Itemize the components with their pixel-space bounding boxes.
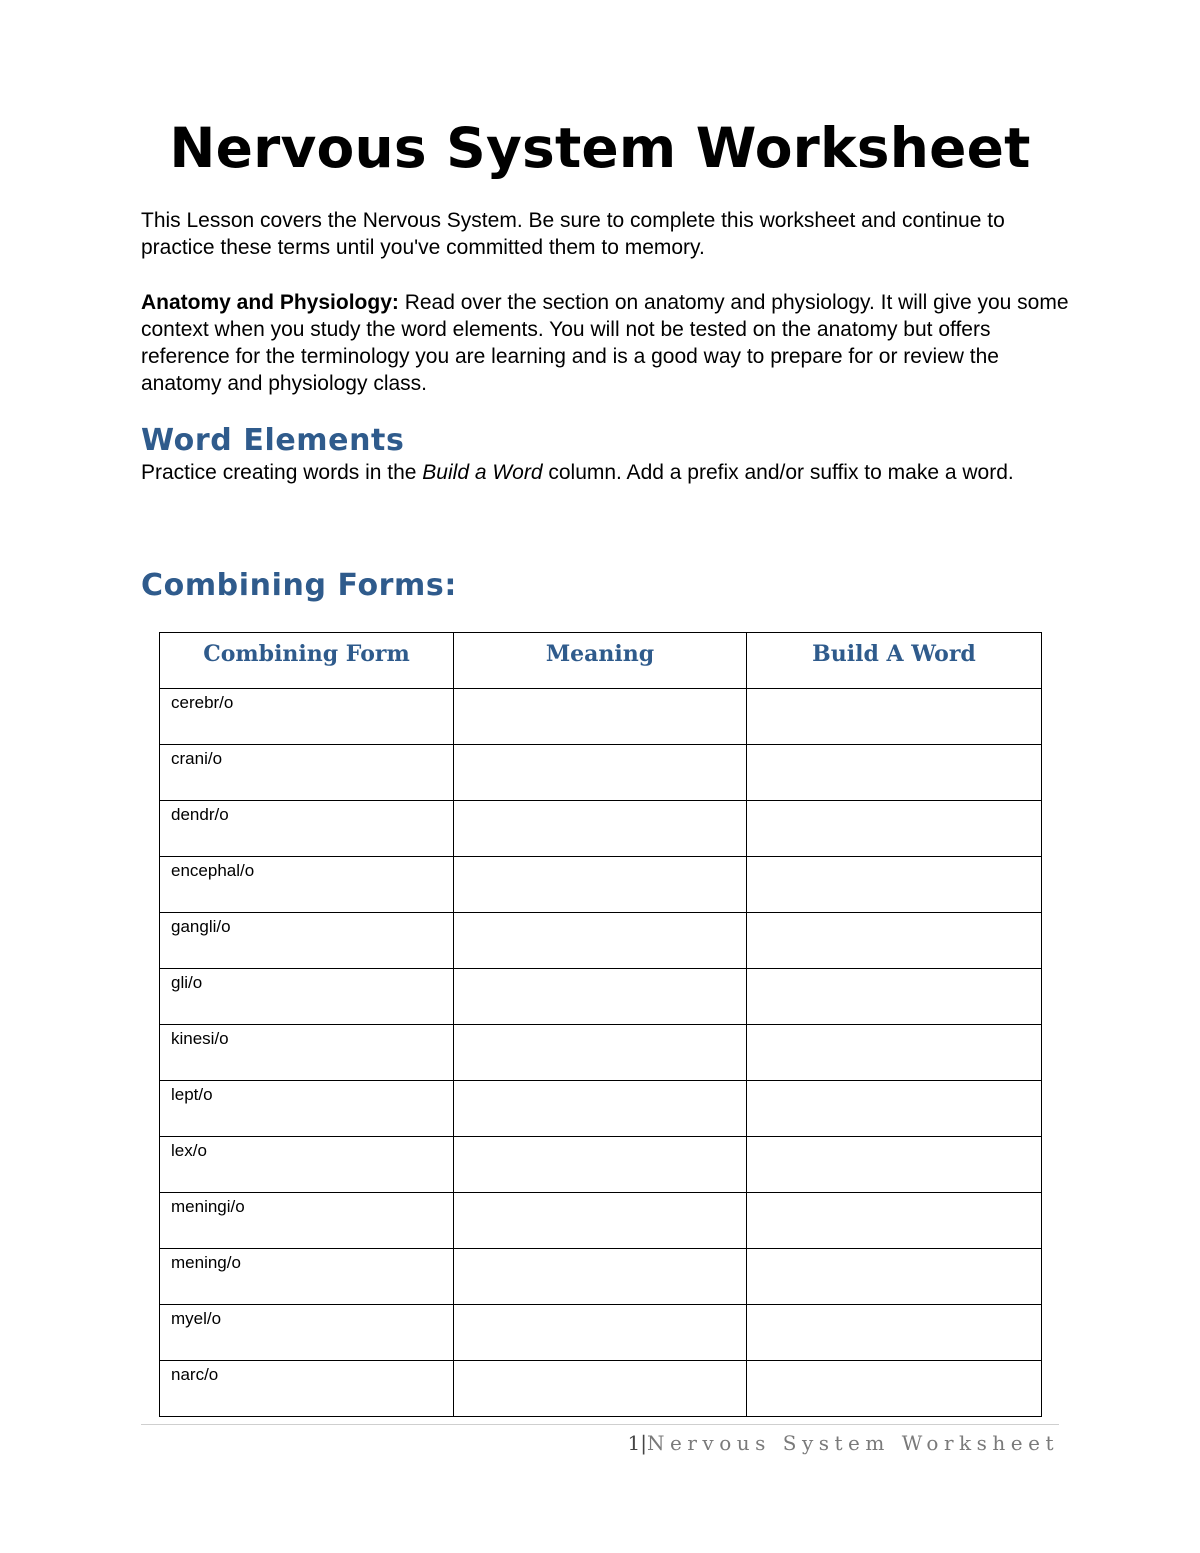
instructions-text-before: Practice creating words in the [141, 461, 423, 484]
combining-form-cell: meningi/o [160, 1193, 454, 1249]
build-a-word-cell[interactable] [747, 857, 1042, 913]
instructions-italic: Build a Word [422, 461, 543, 484]
table-row [160, 1193, 1042, 1249]
page-footer [628, 1430, 1059, 1456]
meaning-cell[interactable] [454, 1081, 747, 1137]
table-row [160, 801, 1042, 857]
instructions-text-after: column. Add a prefix and/or suffix to make a word. [542, 461, 1014, 484]
meaning-cell[interactable] [454, 745, 747, 801]
column-header-combining-form: Combining Form [160, 633, 454, 689]
table-row [160, 1081, 1042, 1137]
build-a-word-cell[interactable] [747, 1361, 1042, 1417]
build-a-word-cell[interactable] [747, 1249, 1042, 1305]
anatomy-paragraph [141, 289, 1071, 397]
intro-paragraph: This Lesson covers the Nervous System. Be sure to complete this worksheet and continue to practice these terms until you've committed them to memory. [141, 209, 1005, 259]
table-row [160, 1249, 1042, 1305]
table-row [160, 689, 1042, 745]
combining-form-cell: kinesi/o [160, 1025, 454, 1081]
meaning-cell[interactable] [454, 1193, 747, 1249]
combining-form-cell: cerebr/o [160, 689, 454, 745]
meaning-cell[interactable] [454, 801, 747, 857]
anatomy-text: Read over the section on anatomy and physiology. It will give you some context when you study the word elements. You will not be tested on the anatomy but offers reference for the terminology you are learning and is a good way to prepare for or review the anatomy and physiology class. [141, 291, 1069, 395]
column-header-build-a-word: Build A Word [747, 633, 1042, 689]
combining-form-cell: gli/o [160, 969, 454, 1025]
build-a-word-cell[interactable] [747, 745, 1042, 801]
table-row [160, 1025, 1042, 1081]
table-row [160, 745, 1042, 801]
footer-document-name: Nervous System Worksheet [647, 1431, 1059, 1455]
anatomy-label: Anatomy and Physiology: [141, 291, 399, 314]
column-header-meaning: Meaning [454, 633, 747, 689]
meaning-cell[interactable] [454, 1361, 747, 1417]
combining-form-cell: lex/o [160, 1137, 454, 1193]
table-header-row [160, 633, 1042, 689]
combining-form-cell: crani/o [160, 745, 454, 801]
combining-form-cell: encephal/o [160, 857, 454, 913]
word-elements-heading: Word Elements [141, 423, 405, 458]
combining-form-cell: myel/o [160, 1305, 454, 1361]
table-row [160, 857, 1042, 913]
table-row [160, 1305, 1042, 1361]
build-a-word-cell[interactable] [747, 913, 1042, 969]
combining-form-cell: narc/o [160, 1361, 454, 1417]
combining-forms-table [159, 632, 1042, 1417]
combining-form-cell: gangli/o [160, 913, 454, 969]
table-row [160, 913, 1042, 969]
footer-divider [141, 1424, 1059, 1425]
table-row [160, 1361, 1042, 1417]
combining-form-cell: dendr/o [160, 801, 454, 857]
table-row [160, 969, 1042, 1025]
meaning-cell[interactable] [454, 689, 747, 745]
footer-separator: | [640, 1431, 648, 1455]
meaning-cell[interactable] [454, 1305, 747, 1361]
build-a-word-cell[interactable] [747, 1025, 1042, 1081]
meaning-cell[interactable] [454, 1249, 747, 1305]
meaning-cell[interactable] [454, 857, 747, 913]
footer-page-number: 1 [627, 1431, 641, 1455]
meaning-cell[interactable] [454, 913, 747, 969]
build-a-word-cell[interactable] [747, 969, 1042, 1025]
build-a-word-cell[interactable] [747, 1193, 1042, 1249]
meaning-cell[interactable] [454, 969, 747, 1025]
build-a-word-cell[interactable] [747, 1305, 1042, 1361]
combining-forms-heading: Combining Forms: [141, 568, 457, 603]
meaning-cell[interactable] [454, 1025, 747, 1081]
build-a-word-cell[interactable] [747, 801, 1042, 857]
word-elements-instructions [141, 459, 1071, 486]
combining-form-cell: lept/o [160, 1081, 454, 1137]
meaning-cell[interactable] [454, 1137, 747, 1193]
build-a-word-cell[interactable] [747, 1081, 1042, 1137]
combining-form-cell: mening/o [160, 1249, 454, 1305]
build-a-word-cell[interactable] [747, 1137, 1042, 1193]
page-title: Nervous System Worksheet [169, 116, 1031, 180]
table-row [160, 1137, 1042, 1193]
build-a-word-cell[interactable] [747, 689, 1042, 745]
